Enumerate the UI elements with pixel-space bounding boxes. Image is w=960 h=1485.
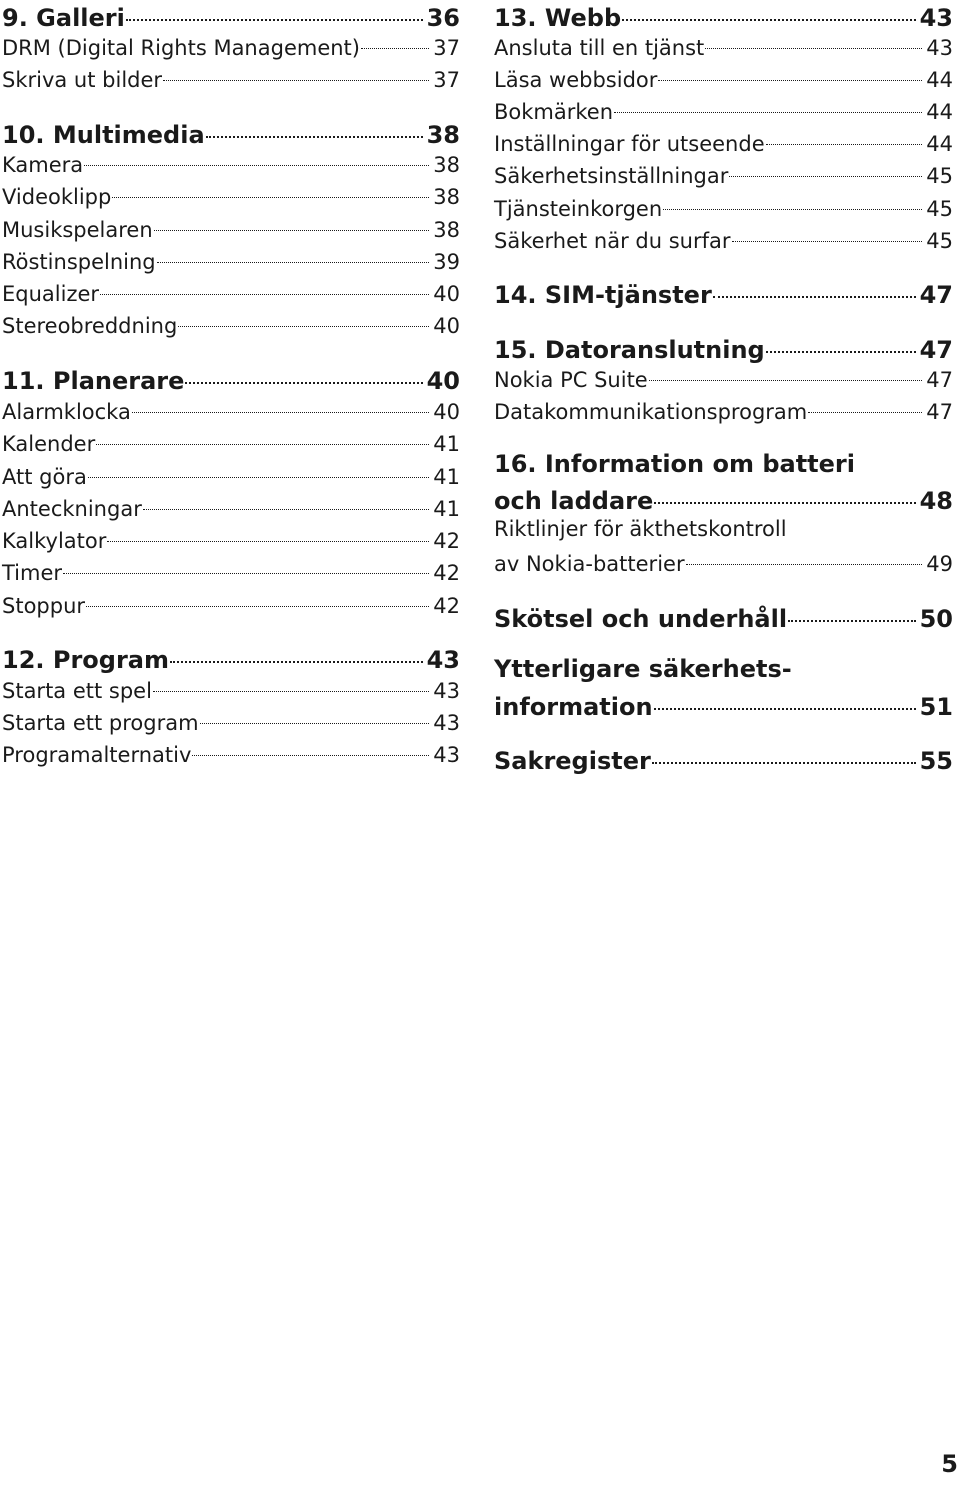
toc-page: 38 (433, 218, 460, 242)
toc-entry-security-settings[interactable] (494, 161, 953, 188)
toc-page: 44 (926, 132, 953, 156)
toc-page: 43 (433, 711, 460, 735)
dot-leader (206, 112, 423, 138)
dot-leader (170, 637, 423, 663)
toc-page: 40 (433, 282, 460, 306)
dot-leader (157, 241, 430, 263)
toc-title: 12. Program (2, 646, 170, 674)
toc-page: 44 (926, 68, 953, 92)
toc-chapter-index[interactable] (494, 743, 953, 775)
toc-chapter-safety-line1: Ytterligare säkerhets- (494, 655, 792, 683)
dot-leader (153, 670, 429, 692)
dot-leader (663, 188, 922, 210)
toc-entry-camera[interactable] (2, 150, 460, 177)
dot-leader (88, 456, 429, 478)
toc-entry-service-inbox[interactable] (494, 194, 953, 221)
toc-page: 41 (433, 497, 460, 521)
dot-leader (126, 0, 423, 21)
toc-page: 42 (433, 594, 460, 618)
dot-leader (100, 273, 429, 295)
toc-page: 36 (426, 4, 460, 32)
toc-page: 45 (926, 197, 953, 221)
dot-leader (788, 596, 916, 622)
dot-leader (361, 27, 429, 49)
toc-title: Stoppur (2, 594, 86, 618)
toc-page: 43 (919, 4, 953, 32)
toc-chapter-16[interactable] (494, 483, 953, 515)
toc-title: 10. Multimedia (2, 121, 205, 149)
toc-entry-bookmarks[interactable] (494, 97, 953, 124)
toc-title: Videoklipp (2, 185, 112, 209)
toc-page: 47 (919, 336, 953, 364)
dot-leader (654, 478, 915, 504)
toc-page: 42 (433, 561, 460, 585)
toc-title: 14. SIM-tjänster (494, 281, 712, 309)
toc-page: 47 (926, 400, 953, 424)
dot-leader (86, 585, 429, 607)
toc-entry-authentic-line1: Riktlinjer för äkthetskontroll (494, 517, 787, 541)
toc-title: av Nokia-batterier (494, 552, 685, 576)
dot-leader (766, 327, 916, 353)
toc-title: Bokmärken (494, 100, 614, 124)
dot-leader (132, 391, 429, 413)
toc-title: Timer (2, 561, 63, 585)
toc-entry-music[interactable] (2, 215, 460, 242)
toc-page: 48 (919, 487, 953, 515)
toc-title: Stereobreddning (2, 314, 178, 338)
dot-leader (652, 738, 916, 764)
toc-entry-stereo[interactable] (2, 311, 460, 338)
toc-entry-stopwatch[interactable] (2, 591, 460, 618)
toc-title: Röstinspelning (2, 250, 156, 274)
toc-title: information (494, 693, 653, 721)
toc-page: 43 (926, 36, 953, 60)
toc-title: Inställningar för utseende (494, 132, 765, 156)
dot-leader (658, 59, 922, 81)
toc-title: Alarmklocka (2, 400, 131, 424)
toc-title: Anteckningar (2, 497, 142, 521)
toc-entry-print[interactable] (2, 65, 460, 92)
toc-entry-start-app[interactable] (2, 708, 460, 735)
toc-title: 11. Planerare (2, 367, 185, 395)
toc-entry-pc-suite[interactable] (494, 365, 953, 392)
dot-leader (649, 359, 923, 381)
toc-page: 41 (433, 432, 460, 456)
toc-title: Ansluta till en tjänst (494, 36, 705, 60)
toc-entry-notes[interactable] (2, 494, 460, 521)
toc-title: Datakommunikationsprogram (494, 400, 808, 424)
toc-title: Tjänsteinkorgen (494, 197, 663, 221)
toc-page: 42 (433, 529, 460, 553)
toc-entry-timer[interactable] (2, 558, 460, 585)
toc-chapter-care[interactable] (494, 601, 953, 633)
toc-page: 39 (433, 250, 460, 274)
toc-page: 45 (926, 229, 953, 253)
dot-leader (185, 358, 422, 384)
toc-page: 43 (433, 679, 460, 703)
toc-title: Starta ett program (2, 711, 199, 735)
toc-entry-appearance[interactable] (494, 129, 953, 156)
toc-page: 44 (926, 100, 953, 124)
toc-title: Kamera (2, 153, 84, 177)
toc-title: Kalender (2, 432, 96, 456)
toc-page: 45 (926, 164, 953, 188)
dot-leader (143, 488, 429, 510)
toc-entry-start-game[interactable] (2, 676, 460, 703)
dot-leader (729, 155, 922, 177)
toc-page: 50 (919, 605, 953, 633)
toc-title: Programalternativ (2, 743, 192, 767)
toc-entry-calendar[interactable] (2, 429, 460, 456)
toc-entry-video[interactable] (2, 182, 460, 209)
dot-leader (705, 27, 922, 49)
dot-leader (732, 220, 923, 242)
toc-chapter-14[interactable] (494, 277, 953, 309)
toc-entry-browse[interactable] (494, 65, 953, 92)
toc-page: 47 (926, 368, 953, 392)
toc-title: Equalizer (2, 282, 100, 306)
toc-entry-safe-surfing[interactable] (494, 226, 953, 253)
toc-entry-data-comm[interactable] (494, 397, 953, 424)
dot-leader (808, 391, 922, 413)
toc-title: 9. Galleri (2, 4, 125, 32)
toc-entry-calculator[interactable] (2, 526, 460, 553)
toc-title: och laddare (494, 487, 654, 515)
toc-title: Läsa webbsidor (494, 68, 658, 92)
toc-page: 40 (426, 367, 460, 395)
toc-title: Säkerhetsinställningar (494, 164, 729, 188)
toc-entry-equalizer[interactable] (2, 279, 460, 306)
toc-page: 43 (433, 743, 460, 767)
toc-page: 40 (433, 314, 460, 338)
toc-page: 43 (426, 646, 460, 674)
dot-leader (84, 144, 429, 166)
toc-title: Att göra (2, 465, 87, 489)
toc-page: 51 (919, 693, 953, 721)
toc-page: 55 (919, 747, 953, 775)
toc-entry-app-options[interactable] (2, 740, 460, 767)
toc-entry-alarm[interactable] (2, 397, 460, 424)
toc-page: 38 (433, 153, 460, 177)
toc-page: 47 (919, 281, 953, 309)
toc-page: 49 (926, 552, 953, 576)
toc-entry-connect[interactable] (494, 33, 953, 60)
toc-entry-authentic[interactable] (494, 549, 953, 576)
toc-title: Sakregister (494, 747, 651, 775)
dot-leader (713, 272, 916, 298)
dot-leader (107, 520, 429, 542)
toc-title: Kalkylator (2, 529, 107, 553)
dot-leader (622, 0, 915, 21)
dot-leader (63, 552, 429, 574)
toc-page: 38 (433, 185, 460, 209)
toc-title: 15. Datoranslutning (494, 336, 765, 364)
toc-title: 13. Webb (494, 4, 622, 32)
toc-page: 41 (433, 465, 460, 489)
toc-title: DRM (Digital Rights Management) (2, 36, 360, 60)
dot-leader (178, 305, 429, 327)
toc-page: 37 (433, 36, 460, 60)
dot-leader (154, 209, 430, 231)
toc-title: Nokia PC Suite (494, 368, 648, 392)
dot-leader (163, 59, 429, 81)
dot-leader (686, 543, 923, 565)
dot-leader (96, 423, 429, 445)
dot-leader (112, 176, 429, 198)
dot-leader (614, 91, 922, 113)
toc-title: Starta ett spel (2, 679, 152, 703)
page-number: 5 (941, 1450, 958, 1478)
dot-leader (654, 684, 916, 710)
toc-page: 37 (433, 68, 460, 92)
toc-page: 40 (433, 400, 460, 424)
toc-entry-todo[interactable] (2, 462, 460, 489)
toc-page: 38 (426, 121, 460, 149)
toc-title: Skötsel och underhåll (494, 605, 788, 633)
toc-chapter-safety[interactable] (494, 689, 953, 721)
toc-title: Musikspelaren (2, 218, 153, 242)
dot-leader (192, 734, 429, 756)
toc-entry-voice[interactable] (2, 247, 460, 274)
toc-entry-drm[interactable] (2, 33, 460, 60)
toc-title: Säkerhet när du surfar (494, 229, 731, 253)
dot-leader (766, 123, 923, 145)
dot-leader (200, 702, 430, 724)
toc-chapter-16-line1: 16. Information om batteri (494, 450, 855, 478)
toc-title: Skriva ut bilder (2, 68, 163, 92)
